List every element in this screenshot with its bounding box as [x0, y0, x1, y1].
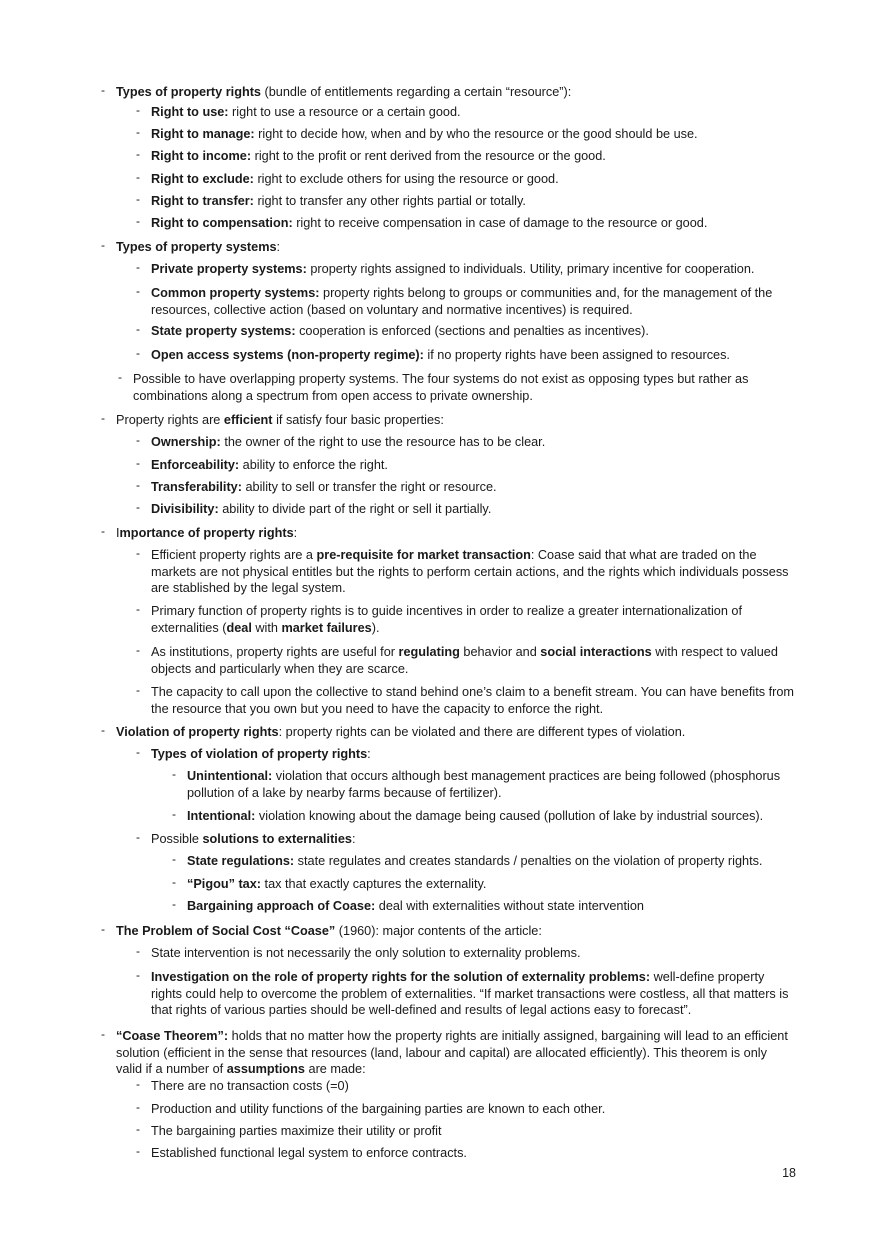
bold-text: “Pigou” tax: — [187, 877, 262, 891]
page-number: 18 — [782, 1166, 796, 1180]
list-item — [133, 371, 796, 404]
text: right to receive compensation in case of damage to the resource or good. — [292, 216, 708, 230]
text: Efficient property rights are a — [151, 548, 317, 562]
list-item — [151, 501, 796, 518]
list-item — [151, 1123, 796, 1140]
bold-text: The Problem of Social Cost “Coase” — [116, 924, 336, 938]
text: are made: — [304, 1062, 366, 1076]
text: deal with externalities without state intervention — [375, 899, 644, 913]
list-item — [187, 808, 796, 825]
text: violation knowing about the damage being caused (pollution of lake by industrial sources). — [255, 809, 764, 823]
text: I — [116, 526, 120, 540]
text: ability to sell or transfer the right or resource. — [241, 480, 497, 494]
list-item — [116, 239, 796, 256]
list-item — [116, 724, 796, 741]
list-item — [187, 876, 796, 893]
text: with — [251, 620, 282, 635]
list-item — [151, 193, 796, 210]
bold-text: market failures — [281, 620, 372, 635]
bold-text: social interactions — [540, 645, 652, 659]
list-item — [151, 547, 796, 597]
list-item — [151, 644, 796, 677]
list-item — [151, 684, 796, 717]
bold-text: Right to use: — [151, 105, 229, 119]
bold-text: Enforceability: — [151, 458, 240, 472]
list-item — [151, 945, 796, 962]
text: right to the profit or rent derived from the resource or the good. — [251, 149, 606, 163]
text: : — [276, 240, 281, 254]
list-item — [151, 1078, 796, 1095]
bold-text: efficient — [223, 413, 273, 427]
text: Possible — [151, 832, 203, 846]
text: Established functional legal system to enforce contracts. — [151, 1146, 467, 1160]
text: Production and utility functions of the bargaining parties are known to each other. — [151, 1102, 606, 1116]
list-item — [187, 768, 796, 801]
list-item — [116, 525, 796, 542]
bold-text: Violation of property rights — [116, 725, 279, 739]
bold-text: Open access systems (non-property regime): — [151, 348, 424, 362]
text: cooperation is enforced (sections and penalties as incentives). — [295, 324, 649, 338]
text: property rights belong to groups or communities and, for the management of the resources, collective action (based on voluntary and normative incentives) is required. — [151, 286, 773, 317]
text: : — [293, 526, 298, 540]
text: state regulates and creates standards / penalties on the violation of property rights. — [294, 854, 763, 868]
list-item — [151, 457, 796, 474]
text: violation that occurs although best management practices are being followed (phosphorus pollution of a lake by nearby farms because of fertilizer). — [187, 769, 781, 800]
list-item — [187, 853, 796, 870]
bold-text: Types of violation of property rights — [151, 747, 368, 761]
bold-text: Common property systems: — [151, 286, 320, 300]
text: As institutions, property rights are useful for — [151, 645, 399, 659]
text: tax that exactly captures the externality. — [261, 877, 487, 891]
bold-text: Intentional: — [187, 809, 256, 823]
text: : — [367, 747, 371, 761]
bold-text: Ownership: — [151, 435, 221, 449]
list-item — [151, 831, 796, 848]
list-item — [151, 285, 796, 318]
text: if no property rights have been assigned to resources. — [423, 348, 730, 362]
text: well-define property rights could help to overcome the problem of externalities. “If market transactions were costless, all that matters is that rights of various parties should be well-defined and results of legal actions easy to forecast”. — [151, 970, 789, 1017]
text: with respect to valued objects and particularly when they are scarce. — [151, 645, 778, 676]
text: Primary function of property rights is to guide incentives in order to realize a greater internationalization of externalities ( — [151, 604, 742, 635]
text: The bargaining parties maximize their utility or profit — [151, 1124, 442, 1138]
list-item — [151, 969, 796, 1019]
bold-text: Investigation on the role of property rights for the solution of externality problems: — [151, 970, 651, 984]
text: holds that no matter how the property rights are initially assigned, bargaining will lead to an efficient solution (efficient in the sense that resources (land, labour and capital) are allocated efficiently). This theorem is only valid if a number of — [116, 1029, 788, 1076]
bold-text: State property systems: — [151, 324, 296, 338]
bold-text: Right to manage: — [151, 127, 255, 141]
bold-text: Types of property systems — [116, 240, 277, 254]
text: : property rights can be violated and there are different types of violation. — [278, 725, 686, 739]
list-item — [151, 171, 796, 188]
bold-text: Right to income: — [151, 149, 252, 163]
text: property rights assigned to individuals. Utility, primary incentive for cooperation. — [306, 262, 755, 276]
list-item — [187, 898, 796, 915]
list-item — [151, 261, 796, 278]
bold-text: pre-requisite for market transaction — [316, 548, 531, 562]
list-item — [151, 148, 796, 165]
bold-text: regulating — [398, 645, 460, 659]
list-item — [116, 1028, 796, 1078]
text: (1960): major contents of the article: — [335, 924, 542, 938]
text: ability to divide part of the right or sell it partially. — [218, 502, 492, 516]
list-item — [151, 479, 796, 496]
list-item — [151, 603, 796, 636]
bold-text: State regulations: — [187, 854, 295, 868]
bold-text: Private property systems: — [151, 262, 307, 276]
text: (bundle of entitlements regarding a certain “resource”): — [260, 85, 572, 99]
text: Property rights are — [116, 413, 224, 427]
bold-text: Unintentional: — [187, 769, 273, 783]
list-item — [151, 1145, 796, 1162]
bold-text: Right to transfer: — [151, 194, 254, 208]
bold-text: Types of property rights — [116, 85, 261, 99]
text: ability to enforce the right. — [239, 458, 388, 472]
bold-text: Right to compensation: — [151, 216, 293, 230]
bold-text: assumptions — [226, 1062, 305, 1076]
text: State intervention is not necessarily the only solution to externality problems. — [151, 946, 581, 960]
text: The capacity to call upon the collective to stand behind one’s claim to a benefit stream. You can have benefits from the resource that you own but you need to have the capacity to enforce the right. — [151, 685, 794, 716]
text: : Coase said that what are traded on the markets are not physical entitles but the rights to perform certain actions, and the rights which individuals possess are stablished by the legal system. — [151, 548, 789, 595]
list-item — [151, 323, 796, 340]
text: right to transfer any other rights partial or totally. — [253, 194, 526, 208]
bold-text: deal — [226, 620, 252, 635]
bold-text: “Coase Theorem”: — [116, 1029, 229, 1043]
bold-text: mportance of property rights — [119, 526, 294, 540]
bold-text: solutions to externalities — [202, 832, 352, 846]
list-item — [151, 434, 796, 451]
text: : — [351, 832, 356, 846]
list-item — [116, 412, 796, 429]
list-item — [151, 1101, 796, 1118]
bold-text: Bargaining approach of Coase: — [187, 899, 376, 913]
bold-text: Transferability: — [151, 480, 242, 494]
text: There are no transaction costs (=0) — [151, 1079, 349, 1093]
text: behavior and — [459, 645, 541, 659]
text: if satisfy four basic properties: — [272, 413, 444, 427]
text: ). — [371, 620, 380, 635]
list-item — [151, 347, 796, 364]
text: Possible to have overlapping property systems. The four systems do not exist as opposing types but rather as combinations along a spectrum from open access to private ownership. — [133, 372, 749, 403]
list-item — [151, 126, 796, 143]
list-item — [116, 84, 796, 101]
text: right to use a resource or a certain good. — [228, 105, 461, 119]
list-item — [151, 104, 796, 121]
list-item — [151, 746, 796, 763]
text: right to exclude others for using the resource or good. — [253, 172, 559, 186]
text: the owner of the right to use the resource has to be clear. — [220, 435, 546, 449]
text: right to decide how, when and by who the resource or the good should be use. — [254, 127, 698, 141]
bold-text: Divisibility: — [151, 502, 219, 516]
bold-text: Right to exclude: — [151, 172, 254, 186]
list-item — [151, 215, 796, 232]
list-item — [116, 923, 796, 940]
